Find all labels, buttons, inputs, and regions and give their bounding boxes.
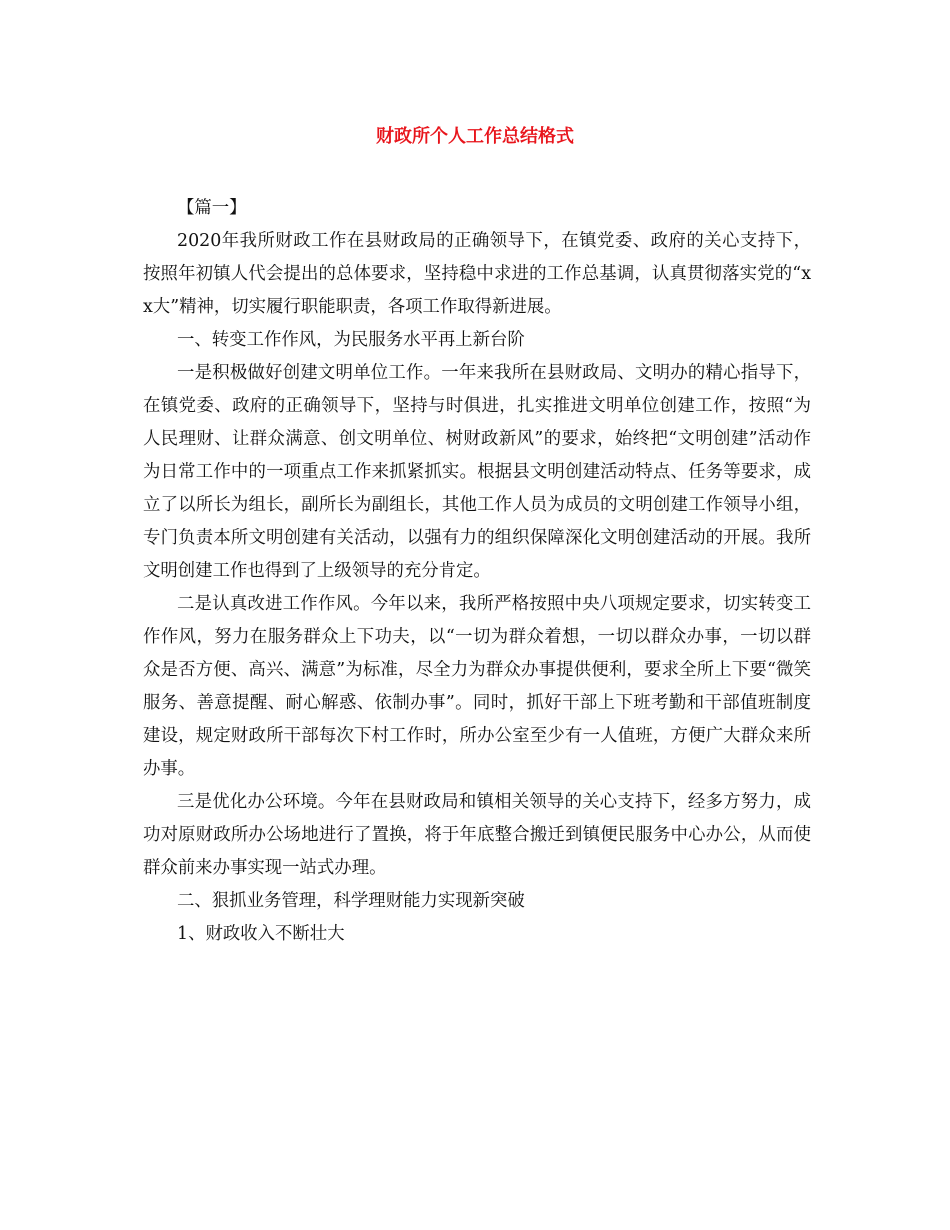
subheading: 二、狠抓业务管理，科学理财能力实现新突破 xyxy=(177,891,525,911)
subheading: 1、财政收入不断壮大 xyxy=(177,924,345,944)
section-heading: 【篇一】 xyxy=(177,198,247,218)
paragraph: 二是认真改进工作作风。今年以来，我所严格按照中央八项规定要求，切实转变工作作风，努力在服务群众上下功夫，以“一切为群众着想，一切以群众办事，一切以群众是否方便、高兴、满意”为标准，尽全力为群众办事提供便利，要求全所上下要“微笑服务、善意提醒、耐心解惑、依制办事”。同时，抓好干部上下班考勤和干部值班制度建设，规定财政所干部每次下村工作时，所办公室至少有一人值班，方便广大群众来所办事。 xyxy=(143,594,811,779)
paragraph: 一是积极做好创建文明单位工作。一年来我所在县财政局、文明办的精心指导下，在镇党委、政府的正确领导下，坚持与时俱进，扎实推进文明单位创建工作，按照“为人民理财、让群众满意、创文明单位、树财政新风”的要求，始终把“文明创建”活动作为日常工作中的一项重点工作来抓紧抓实。根据县文明创建活动特点、任务等要求，成立了以所长为组长，副所长为副组长，其他工作人员为成员的文明创建工作领导小组，专门负责本所文明创建有关活动，以强有力的组织保障深化文明创建活动的开展。我所文明创建工作也得到了上级领导的充分肯定。 xyxy=(143,363,811,581)
subheading: 一、转变工作作风，为民服务水平再上新台阶 xyxy=(177,330,525,350)
document-title: 财政所个人工作总结格式 xyxy=(376,126,574,147)
paragraph: 三是优化办公环境。今年在县财政局和镇相关领导的关心支持下，经多方努力，成功对原财政所办公场地进行了置换，将于年底整合搬迁到镇便民服务中心办公，从而使群众前来办事实现一站式办理。 xyxy=(143,792,811,878)
document-body xyxy=(143,192,811,951)
paragraph: 2020年我所财政工作在县财政局的正确领导下，在镇党委、政府的关心支持下，按照年初镇人代会提出的总体要求，坚持稳中求进的工作总基调，认真贯彻落实党的“xx大”精神，切实履行职能职责，各项工作取得新进展。 xyxy=(143,231,811,317)
